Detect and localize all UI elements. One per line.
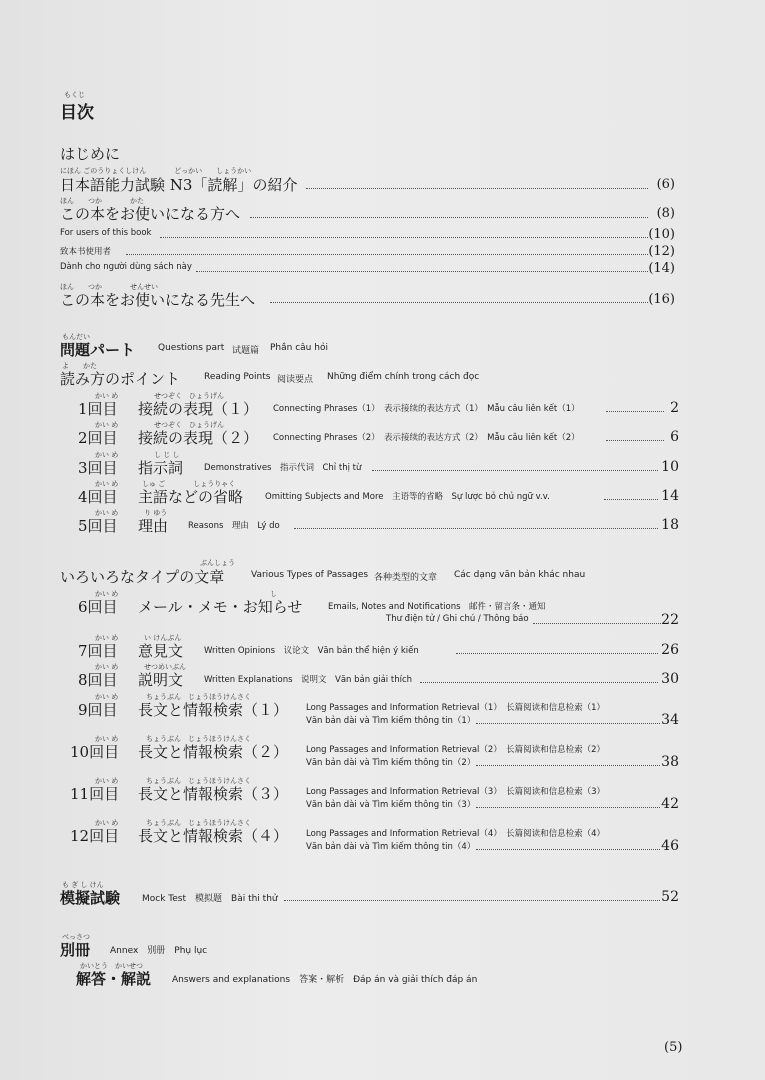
- lesson-desc-2: Văn bản dài và Tìm kiếm thông tin（3）: [306, 800, 476, 810]
- lesson-desc: Connecting Phrases（2） 表示接续的表达方式（2） Mẫu câu liên kết（2）: [273, 433, 580, 443]
- lesson-desc: Connecting Phrases（1） 表示接续的表达方式（1） Mẫu câu liên kết（1）: [273, 404, 580, 414]
- questions-part-zh: 试题篇: [232, 346, 260, 356]
- lesson-page: 18: [661, 517, 679, 533]
- annex-desc: Annex 别册 Phụ lục: [110, 946, 208, 956]
- lesson-page: 42: [661, 796, 679, 812]
- lesson-number: 12回目: [70, 827, 120, 845]
- intro-item-6: この本をお使いになる先生へ: [60, 291, 256, 309]
- lesson-number: 3回目: [78, 459, 118, 477]
- lesson-desc: Reasons 理由 Lý do: [188, 521, 280, 531]
- lesson-desc: Omitting Subjects and More 主语等的省略 Sự lược bỏ chủ ngữ v.v.: [265, 492, 550, 502]
- lesson-number: 9回目: [78, 701, 118, 719]
- lesson-title: 意見文: [138, 642, 184, 660]
- lesson-page: 6: [670, 429, 679, 445]
- lesson-title: 指示詞: [138, 459, 184, 477]
- reading-points-ruby: よ かた: [62, 362, 97, 370]
- intro-item-5-page: (14): [648, 261, 675, 276]
- various-en: Various Types of Passages: [251, 570, 369, 580]
- intro-heading: はじめに: [60, 145, 121, 163]
- intro-item-3-page: (10): [648, 227, 675, 242]
- intro-item-4: 致本书使用者: [60, 247, 112, 257]
- lesson-page: 46: [661, 838, 679, 854]
- page: もくじ 目次 はじめに にほん ごのうりょくしけん どっかい しょうかい 日本語能力試験 N3「読解」の紹介 (6) ほん つか かた この本をお使いになる方へ (8) For users of this book (10) 致本书使用者 (12) Dành cho người dùng sách này (14) ほん つか せんせい この本をお使いになる先生へ (16) もんだい 問題パート Questions part 试题篇 Phần câu hỏi よ かた 読み方のポイント Reading Points 阅读要点 Những điểm chính trong cách đọc かい め 1回目 せつぞく ひょうげん 接続の表現（１） Connecting Phrases（1） 表示接续的表达方式（1） Mẫu câu liên kết（1） 2 かい め 2回目 せつぞく ひょうげん 接続の表現（２） Connecting Phrases（2） 表示接续的表达方式（2） Mẫu câu liên kết（2） 6 かい め 3回目 し じ し 指示詞 Demonstratives 指示代词 Chỉ thị từ 10 かい め 4回目 しゅ ご しょうりゃく 主語などの省略 Omitting Subjects and More 主语等的省略 Sự lược bỏ chủ ngữ v.v. 14 かい め 5回目 り ゆう 理由 Reasons 理由 Lý do 18 ぶんしょう いろいろなタイプの文章 Various Types of Passages 各种类型的文章 Các dạng văn bản khác nhau かい め 6回目 し メール・メモ・お知らせ Emails, Notes and Notifications 邮件・留言条・通知 Thư điện tử / Ghi chú / Thông báo 22 かい め 7回目 い けんぶん 意見文 Written Opinions 议论文 Văn bản thể hiện ý kiến 26 かい め 8回目 せつめいぶん 説明文 Written Explanations 说明文 Văn bản giải thích 30 かい め 9回目 ちょうぶん じょうほうけんさく 長文と情報検索（１） Long Passages and Information Retrieval（1） 长篇阅读和信息检索（1） Văn bản dài và Tìm kiếm thông tin（1） 34 かい め 10回目 ちょうぶん じょうほうけんさく 長文と情報検索（２） Long Passages and Information Retrieval（2） 长篇阅读和信息检索（2） Văn bản dài và Tìm kiếm thông tin（2） 38 かい め 11回目 ちょうぶん じょうほうけんさく 長文と情報検索（３） Long Passages and Information Retrieval（3） 长篇阅读和信息检索（3） Văn bản dài và Tìm kiếm thông tin（3） 42 かい め 12回目 ちょうぶん じょうほうけんさく 長文と情報検索（４） Long Passages and Information Retrieval（4） 长篇阅读和信息检索（4） Văn bản dài và Tìm kiếm thông tin（4） 46 も ぎ し けん 模擬試験 Mock Test 模拟题 Bài thi thử 52 べっさつ 別冊 Annex 别册 Phụ lục かいとう かいせつ 解答・解説 Answers and explanations 答案・解析 Đáp án và giải thích đáp án (5): [0, 0, 765, 1080]
- lesson-page: 10: [661, 459, 679, 475]
- mock-page: 52: [661, 889, 679, 905]
- lesson-title: 長文と情報検索（４）: [138, 827, 289, 845]
- reading-points-zh: 阅读要点: [277, 375, 314, 385]
- lesson-title: メール・メモ・お知らせ: [138, 598, 303, 616]
- lesson-desc-2: Văn bản dài và Tìm kiếm thông tin（1）: [306, 716, 476, 726]
- intro-item-1: 日本語能力試験 N3「読解」の紹介: [60, 176, 298, 194]
- lesson-title: 接続の表現（１）: [138, 400, 259, 418]
- lesson-desc: Long Passages and Information Retrieval（1） 长篇阅读和信息检索（1）: [306, 703, 605, 713]
- various-ruby: ぶんしょう: [200, 559, 235, 567]
- lesson-page: 2: [670, 400, 679, 416]
- lesson-title: 接続の表現（２）: [138, 429, 259, 447]
- lesson-number: 7回目: [78, 642, 118, 660]
- intro-item-2-page: (8): [656, 206, 675, 221]
- answers-ruby: かいとう かいせつ: [80, 962, 143, 970]
- lesson-page: 14: [661, 488, 679, 504]
- lesson-desc: Long Passages and Information Retrieval（3） 长篇阅读和信息检索（3）: [306, 787, 605, 797]
- reading-points-vi: Những điểm chính trong cách đọc: [327, 372, 480, 382]
- lesson-desc-2: Văn bản dài và Tìm kiếm thông tin（4）: [306, 842, 476, 852]
- lesson-title: 主語などの省略: [138, 488, 244, 506]
- intro-item-1-ruby: にほん ごのうりょくしけん どっかい しょうかい: [60, 167, 252, 175]
- intro-item-3: For users of this book: [60, 228, 152, 238]
- annex-title: 別冊: [60, 941, 91, 959]
- lesson-desc-2: Văn bản dài và Tìm kiếm thông tin（2）: [306, 758, 476, 768]
- toc-title-ruby: もくじ: [64, 91, 85, 99]
- lesson-number: 5回目: [78, 517, 118, 535]
- lesson-desc: Written Opinions 议论文 Văn bản thể hiện ý kiến: [204, 646, 419, 656]
- intro-item-1-page: (6): [656, 177, 675, 192]
- intro-item-5: Dành cho người dùng sách này: [60, 262, 192, 272]
- reading-points-title: 読み方のポイント: [60, 370, 181, 388]
- mock-desc: Mock Test 模拟题 Bài thi thử: [142, 894, 278, 904]
- mock-ruby: も ぎ し けん: [62, 881, 104, 889]
- lesson-title: 長文と情報検索（３）: [138, 785, 289, 803]
- intro-item-4-page: (12): [648, 244, 675, 259]
- intro-item-2: この本をお使いになる方へ: [60, 205, 241, 223]
- intro-item-6-ruby: ほん つか せんせい: [60, 283, 158, 291]
- lesson-number: 1回目: [78, 400, 118, 418]
- lesson-title: 長文と情報検索（１）: [138, 701, 289, 719]
- lesson-number: 2回目: [78, 429, 118, 447]
- lesson-desc: Emails, Notes and Notifications 邮件・留言条・通知: [328, 602, 546, 612]
- questions-part-en: Questions part: [158, 343, 225, 353]
- intro-item-2-ruby: ほん つか かた: [60, 197, 144, 205]
- lesson-title: 説明文: [138, 671, 184, 689]
- lesson-page: 30: [661, 671, 679, 687]
- questions-part-title: 問題パート: [60, 341, 136, 359]
- various-vi: Các dạng văn bản khác nhau: [454, 570, 586, 580]
- lesson-title: 理由: [138, 517, 169, 535]
- mock-title: 模擬試験: [60, 889, 121, 907]
- lesson-number: 8回目: [78, 671, 118, 689]
- lesson-page: 26: [661, 642, 679, 658]
- lesson-desc: Demonstratives 指示代词 Chỉ thị từ: [204, 463, 362, 473]
- various-zh: 各种类型的文章: [374, 573, 438, 583]
- toc-title: 目次: [60, 103, 94, 123]
- reading-points-en: Reading Points: [204, 372, 271, 382]
- lesson-number: 10回目: [70, 743, 120, 761]
- various-title: いろいろなタイプの文章: [60, 568, 225, 586]
- page-number: (5): [664, 1040, 683, 1055]
- questions-part-ruby: もんだい: [62, 333, 90, 341]
- lesson-title: 長文と情報検索（２）: [138, 743, 289, 761]
- intro-item-6-page: (16): [648, 292, 675, 307]
- lesson-desc: Written Explanations 说明文 Văn bản giải thích: [204, 675, 413, 685]
- answers-title: 解答・解説: [76, 970, 152, 988]
- answers-desc: Answers and explanations 答案・解析 Đáp án và giải thích đáp án: [172, 975, 478, 985]
- lesson-page: 38: [661, 754, 679, 770]
- lesson-desc: Long Passages and Information Retrieval（4） 长篇阅读和信息检索（4）: [306, 829, 605, 839]
- lesson-number: 4回目: [78, 488, 118, 506]
- lesson-desc-2: Thư điện tử / Ghi chú / Thông báo: [386, 614, 529, 624]
- annex-ruby: べっさつ: [62, 933, 90, 941]
- lesson-number: 6回目: [78, 598, 118, 616]
- lesson-number: 11回目: [70, 785, 120, 803]
- questions-part-vi: Phần câu hỏi: [270, 343, 328, 353]
- lesson-page: 34: [661, 712, 679, 728]
- lesson-page: 22: [661, 612, 679, 628]
- lesson-desc: Long Passages and Information Retrieval（2） 长篇阅读和信息检索（2）: [306, 745, 605, 755]
